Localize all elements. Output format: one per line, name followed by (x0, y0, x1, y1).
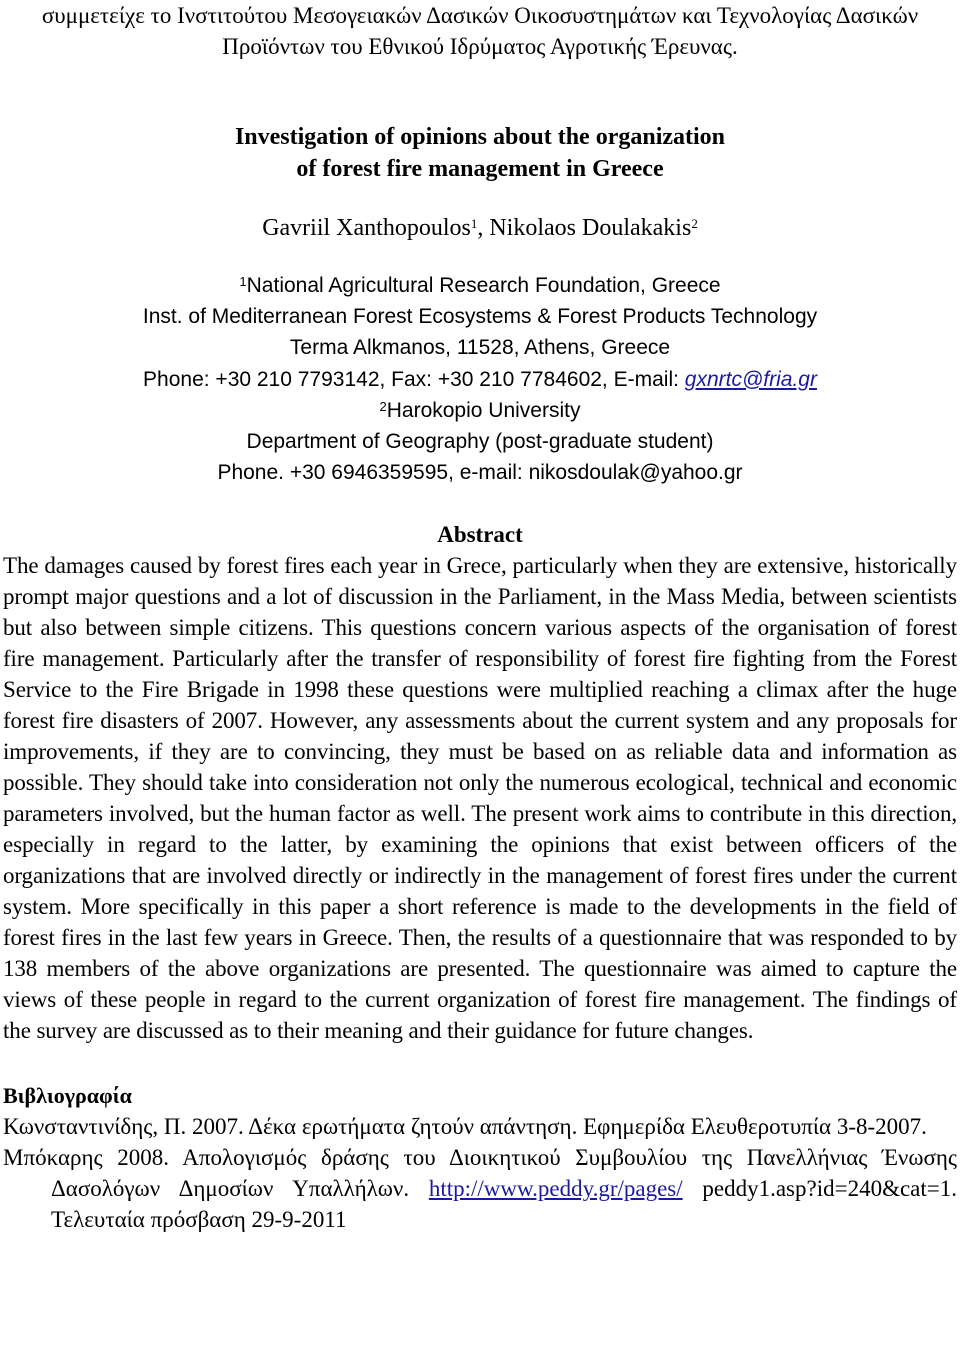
affiliations (3, 270, 957, 488)
title-line-1: Investigation of opinions about the organization (234, 124, 726, 150)
intro-paragraph: συμμετείχε το Ινστιτούτου Μεσογειακών Δασικών Οικοσυστημάτων και Τεχνολογίας Δασικών Προϊόντων του Εθνικού Ιδρύματος Αγροτικής Έρευνας. (41, 3, 919, 59)
author-separator: , (477, 215, 490, 241)
reference-2: Μπόκαρης 2008. Απολογισμός δράσης του Διοικητικού Συμβουλίου της Πανελλήνιας Ένωσης Δασολόγων Δημοσίων Υπαλλήλων. http://www.peddy.gr/pages/ peddy1.asp?id=240&cat=1. Τελευταία πρόσβαση 29-9-2011 (3, 1145, 957, 1233)
email-link[interactable]: gxnrtc@fria.gr (684, 367, 817, 391)
affiliation-2-mark: 2 (379, 398, 387, 414)
abstract-body: The damages caused by forest fires each year in Grece, particularly when they are extensive, historically prompt major questions and a lot of discussion in the Parliament, in the Mass Media, between scientists but also between simple citizens. This questions concern various aspects of the organisation of forest fire management. Particularly after the transfer of responsibility of forest fire fighting from the Forest Service to the Fire Brigade in 1998 these questions were multiplied reaching a climax after the huge forest fire disasters of 2007. However, any assessments about the current system and any proposals for improvements, if they are to convincing, they must be based on as reliable data and information as possible. They should take into consideration not only the numerous ecological, technical and economic parameters involved, but the human factor as well. The present work aims to contribute in this direction, especially in regard to the latter, by examining the opinions that exist between officers of the organizations that are involved directly or indirectly in the management of forest fires under the current system. More specifically in this paper a short reference is made to the developments in the field of forest fires in the last few years in Greece. Then, the results of a questionnaire that was responded to by 138 members of the above organizations are presented. The questionnaire was aimed to capture the views of these people in regard to the current organization of forest fire management. The findings of the survey are discussed as to their meaning and their guidance for future changes. (3, 553, 957, 1044)
author-1-affil-mark: 1 (470, 216, 478, 231)
reference-1: Κωνσταντινίδης, Π. 2007. Δέκα ερωτήματα ζητούν απάντηση. Εφημερίδα Ελευθεροτυπία 3-8-2007. (3, 1114, 927, 1140)
author-2: Nikolaos Doulakakis (489, 215, 692, 241)
reference-2-link[interactable]: http://www.peddy.gr/pages/ (428, 1176, 683, 1202)
author-line (3, 212, 957, 244)
title-line-2: of forest fire management in Greece (296, 156, 664, 182)
paper-page (3, 0, 957, 1235)
abstract-heading: Abstract (437, 522, 523, 548)
author-2-affil-mark: 2 (691, 216, 698, 231)
affiliation-1-inst: Inst. of Mediterranean Forest Ecosystems & Forest Products Technology (142, 305, 818, 329)
affiliation-1-org: $^1$National Agricultural Research Foundation, Greece (239, 274, 721, 297)
author-1: Gavriil Xanthopoulos (262, 215, 471, 241)
affiliation-2-dept: Department of Geography (post-graduate student) (246, 430, 714, 454)
affiliation-2-org: $^2$Harokopio University (379, 398, 581, 422)
paper-title (3, 121, 957, 185)
affiliation-1-address: Terma Alkmanos, 11528, Athens, Greece (289, 336, 671, 360)
affiliation-1-contact: Phone: +30 210 7793142, Fax: +30 210 7784602, E-mail: gxnrtc@fria.gr (143, 367, 817, 391)
affiliation-1-mark: 1 (239, 274, 247, 289)
bibliography-heading: Βιβλιογραφία (3, 1083, 132, 1109)
affiliation-2-contact: Phone. +30 6946359595, e-mail: nikosdoulak@yahoo.gr (217, 461, 743, 485)
